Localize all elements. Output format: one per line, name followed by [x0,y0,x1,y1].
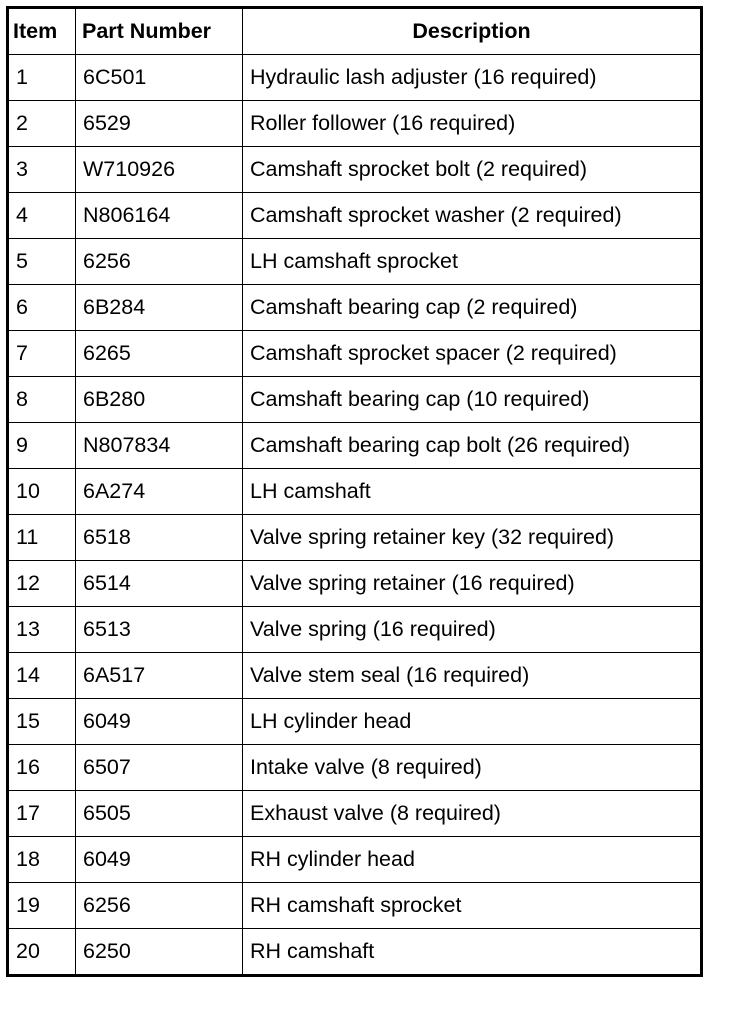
cell-item: 9 [8,423,76,469]
table-row [8,469,702,515]
cell-part-number: 6507 [76,745,243,791]
cell-description: Intake valve (8 required) [243,745,702,791]
table-row [8,55,702,101]
table-row [8,193,702,239]
cell-part-number: 6B280 [76,377,243,423]
cell-description: RH cylinder head [243,837,702,883]
cell-part-number: 6A517 [76,653,243,699]
cell-part-number: N806164 [76,193,243,239]
cell-part-number: 6256 [76,883,243,929]
cell-item: 17 [8,791,76,837]
table-row [8,515,702,561]
cell-description: Camshaft bearing cap (2 required) [243,285,702,331]
cell-item: 18 [8,837,76,883]
table-header [8,8,702,55]
cell-item: 11 [8,515,76,561]
column-header-part-number: Part Number [76,8,243,55]
cell-item: 14 [8,653,76,699]
table-row [8,837,702,883]
cell-description: LH camshaft sprocket [243,239,702,285]
cell-part-number: N807834 [76,423,243,469]
cell-item: 2 [8,101,76,147]
table-row [8,929,702,976]
header-row [8,8,702,55]
cell-part-number: 6250 [76,929,243,976]
cell-description: Camshaft bearing cap (10 required) [243,377,702,423]
cell-part-number: 6514 [76,561,243,607]
cell-item: 6 [8,285,76,331]
cell-description: Valve spring retainer (16 required) [243,561,702,607]
cell-item: 13 [8,607,76,653]
table-row [8,101,702,147]
cell-item: 20 [8,929,76,976]
cell-item: 4 [8,193,76,239]
cell-description: Valve stem seal (16 required) [243,653,702,699]
table-row [8,699,702,745]
cell-part-number: 6A274 [76,469,243,515]
cell-item: 5 [8,239,76,285]
cell-description: LH cylinder head [243,699,702,745]
cell-description: Roller follower (16 required) [243,101,702,147]
cell-part-number: 6518 [76,515,243,561]
cell-description: Camshaft bearing cap bolt (26 required) [243,423,702,469]
table-row [8,745,702,791]
cell-description: LH camshaft [243,469,702,515]
table-row [8,147,702,193]
cell-item: 16 [8,745,76,791]
cell-item: 12 [8,561,76,607]
cell-part-number: 6049 [76,837,243,883]
cell-description: Valve spring retainer key (32 required) [243,515,702,561]
column-header-item: Item [8,8,76,55]
cell-item: 7 [8,331,76,377]
table-body [8,55,702,976]
cell-part-number: 6C501 [76,55,243,101]
cell-item: 3 [8,147,76,193]
table-row [8,331,702,377]
cell-description: RH camshaft sprocket [243,883,702,929]
column-header-description: Description [243,8,702,55]
cell-item: 8 [8,377,76,423]
table-row [8,607,702,653]
parts-table [6,6,703,977]
cell-part-number: 6265 [76,331,243,377]
table-row [8,377,702,423]
cell-item: 15 [8,699,76,745]
table-row [8,883,702,929]
cell-description: Hydraulic lash adjuster (16 required) [243,55,702,101]
table-row [8,423,702,469]
cell-part-number: 6049 [76,699,243,745]
table-row [8,791,702,837]
cell-part-number: 6529 [76,101,243,147]
cell-part-number: W710926 [76,147,243,193]
cell-description: Exhaust valve (8 required) [243,791,702,837]
cell-item: 10 [8,469,76,515]
cell-description: RH camshaft [243,929,702,976]
cell-description: Camshaft sprocket washer (2 required) [243,193,702,239]
cell-item: 19 [8,883,76,929]
cell-part-number: 6513 [76,607,243,653]
table-row [8,561,702,607]
table-row [8,239,702,285]
cell-item: 1 [8,55,76,101]
cell-description: Camshaft sprocket bolt (2 required) [243,147,702,193]
cell-description: Valve spring (16 required) [243,607,702,653]
cell-part-number: 6256 [76,239,243,285]
table-row [8,285,702,331]
table-row [8,653,702,699]
cell-part-number: 6505 [76,791,243,837]
cell-part-number: 6B284 [76,285,243,331]
cell-description: Camshaft sprocket spacer (2 required) [243,331,702,377]
